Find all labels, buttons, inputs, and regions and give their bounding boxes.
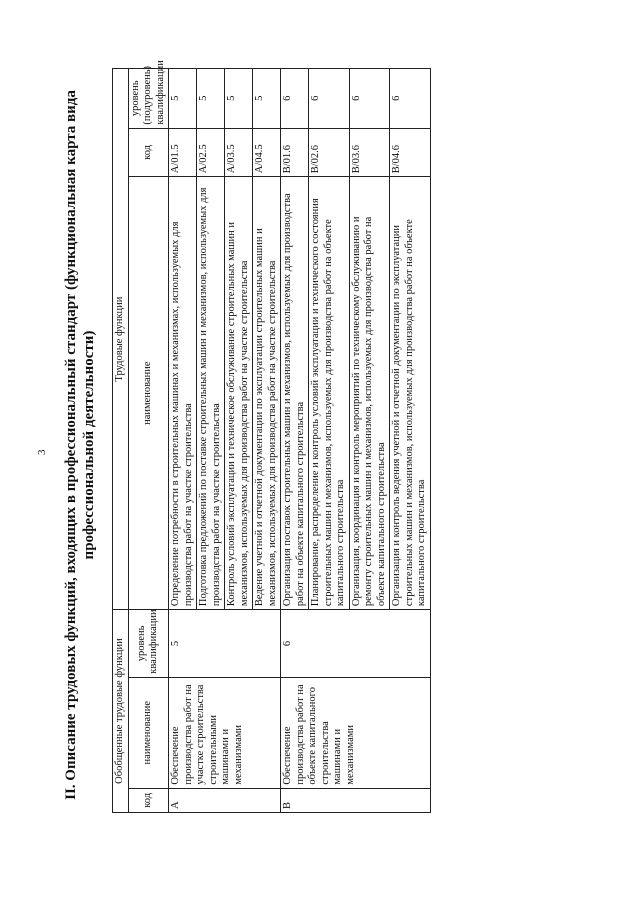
- function-level: 6: [281, 69, 309, 129]
- function-name: Организация, координация и контроль мероприятий по техническому обслуживанию и ремонту строительных машин и механизмов, используемых для производства работ на объекте капитального строительства: [349, 177, 390, 610]
- function-level: 6: [390, 69, 431, 129]
- header-labor-functions: Трудовые функции: [113, 69, 129, 610]
- function-level: 5: [253, 69, 281, 129]
- function-kod: А/02.5: [197, 128, 225, 177]
- function-kod: А/03.5: [225, 128, 253, 177]
- function-name: Определение потребности в строительных машинах и механизмах, используемых для производства работ на участке строительства: [169, 177, 197, 610]
- group-kod: А: [169, 788, 281, 812]
- table-row: [169, 69, 197, 813]
- function-kod: А/04.5: [253, 128, 281, 177]
- header-naimenovanie: наименование: [128, 677, 169, 788]
- header-uroven: уровень квалификации: [128, 610, 169, 678]
- header-tf-naimenovanie: наименование: [128, 177, 169, 610]
- functional-map-table: [112, 60, 431, 813]
- function-name: Подготовка предложений по поставке строительных машин и механизмов, используемых для производства работ на участке строительства: [197, 177, 225, 610]
- function-kod: А/01.5: [169, 128, 197, 177]
- group-level: 5: [169, 610, 281, 678]
- function-name: Организация поставок строительных машин и механизмов, используемых для производства работ на объекте капитального строительства: [281, 177, 309, 610]
- function-name: Организация и контроль ведения учетной и отчетной документации по эксплуатации строительных машин и механизмов, используемых для производства работ на объекте капитального строительства: [390, 177, 431, 610]
- header-tf-uroven: уровень (подуровень) квалификации: [128, 69, 169, 129]
- function-name: Контроль условий эксплуатации и техническое обслуживание строительных машин и механизмов, используемых для производства работ на участке строительства: [225, 177, 253, 610]
- function-level: 6: [309, 69, 350, 129]
- page-number: 3: [36, 449, 48, 455]
- group-level: 6: [281, 610, 431, 678]
- function-name: Ведение учетной и отчетной документации по эксплуатации строительных машин и механизмов, используемых для производства работ на участке строительства: [253, 177, 281, 610]
- header-generalized-functions: Обобщенные трудовые функции: [113, 610, 129, 813]
- function-level: 5: [169, 69, 197, 129]
- header-kod: код: [128, 788, 169, 812]
- function-level: 5: [225, 69, 253, 129]
- group-name: Обеспечение производства работ на объекте капитального строительства машинами и механизмами: [281, 677, 431, 788]
- header-tf-kod: код: [128, 128, 169, 177]
- function-level: 6: [349, 69, 390, 129]
- group-kod: В: [281, 788, 431, 812]
- table-row: [281, 69, 309, 813]
- function-kod: В/04.6: [390, 128, 431, 177]
- function-kod: В/03.6: [349, 128, 390, 177]
- section-title: II. Описание трудовых функций, входящих в профессиональный стандарт (функциональная карта вида профессиональной деятельности): [63, 90, 97, 800]
- function-name: Планирование, распределение и контроль условий эксплуатации и технического состояния строительных машин и механизмов, используемых для производства работ на объекте капитального строительства: [309, 177, 350, 610]
- function-kod: В/01.6: [281, 128, 309, 177]
- function-level: 5: [197, 69, 225, 129]
- group-name: Обеспечение производства работ на участке строительства строительными машинами и механизмами: [169, 677, 281, 788]
- function-kod: В/02.6: [309, 128, 350, 177]
